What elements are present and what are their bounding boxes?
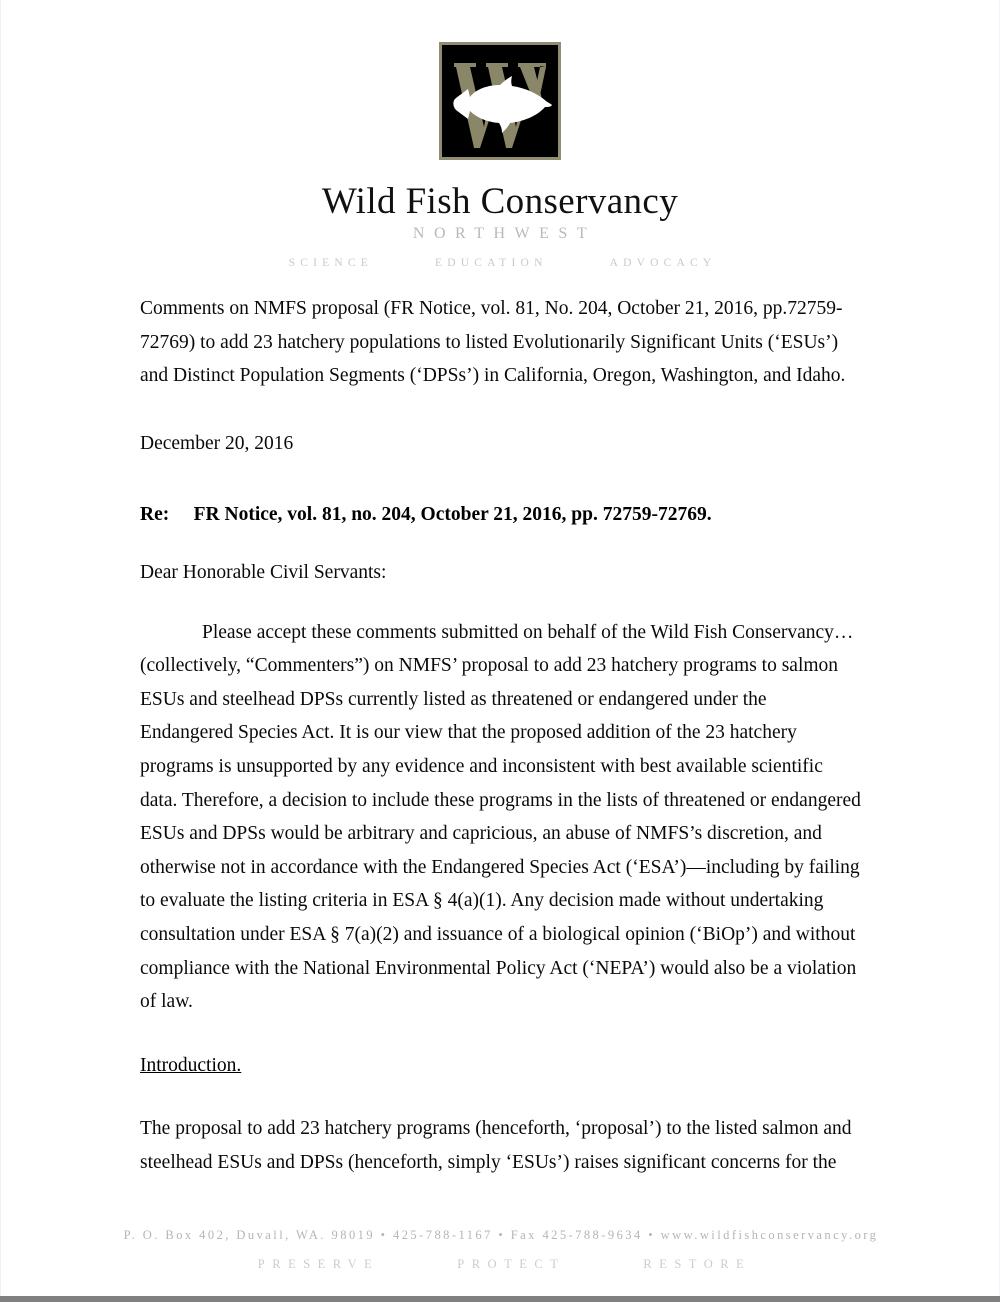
- tagline-science: SCIENCE: [288, 257, 373, 269]
- organization-name: Wild Fish Conservancy: [321, 181, 679, 222]
- title-paragraph: Comments on NMFS proposal (FR Notice, vol. 81, No. 204, October 21, 2016, pp.72759-72769) to add 23 hatchery populations to listed Evolutionarily Significant Units (‘ESUs’) and Distinct Population Segments (‘DPSs’) in California, Oregon, Washington, and Idaho.: [140, 298, 846, 387]
- document-body: [140, 292, 862, 1179]
- re-text: FR Notice, vol. 81, no. 204, October 21, 2016, pp. 72759-72769.: [193, 504, 712, 526]
- viewer-bottom-band: [0, 1296, 1000, 1302]
- motto-preserve: PRESERVE: [257, 1257, 380, 1271]
- re-line: [140, 498, 862, 532]
- motto-protect: PROTECT: [457, 1257, 566, 1271]
- footer-contact-line: P. O. Box 402, Duvall, WA. 98019 • 425-788-1167 • Fax 425-788-9634 • www.wildfishconservancy.org: [123, 1228, 879, 1242]
- introduction-paragraph: The proposal to add 23 hatchery programs (henceforth, ‘proposal’) to the listed salmon and steelhead ESUs and DPSs (henceforth, simply ‘ESUs’) raises significant concerns for the: [140, 1118, 852, 1173]
- body-paragraph: Please accept these comments submitted on behalf of the Wild Fish Conservancy… (collectively, “Commenters”) on NMFS’ proposal to add 23 hatchery programs to salmon ESUs and steelhead DPSs currently listed as threatened or endangered under the Endangered Species Act. It is our view that the proposed addition of the 23 hatchery programs is unsupported by any evidence and inconsistent with best available scientific data. Therefore, a decision to include these programs in the lists of threatened or endangered ESUs and DPSs would be arbitrary and capricious, an abuse of NMFS’s discretion, and otherwise not in accordance with the Endangered Species Act (‘ESA’)—including by failing to evaluate the listing criteria in ESA § 4(a)(1). Any decision made without undertaking consultation under ESA § 7(a)(2) and issuance of a biological opinion (‘BiOp’) and without compliance with the National Environmental Policy Act (‘NEPA’) would also be a violation of law.: [140, 621, 861, 1013]
- wfc-trout-w-logo-icon: [439, 42, 561, 160]
- footer-motto: [1, 1255, 1000, 1273]
- re-label: Re:: [140, 504, 170, 526]
- organization-region: NORTHWEST: [412, 225, 597, 242]
- tagline-advocacy: ADVOCACY: [609, 257, 717, 269]
- organization-tagline: [1, 255, 999, 271]
- tagline-education: EDUCATION: [434, 257, 548, 269]
- motto-restore: RESTORE: [643, 1257, 752, 1271]
- introduction-heading-wrapper: [140, 1049, 862, 1083]
- document-date: December 20, 2016: [140, 432, 294, 454]
- introduction-heading: Introduction.: [140, 1054, 242, 1076]
- salutation: Dear Honorable Civil Servants:: [140, 561, 387, 583]
- page-footer: [1, 1226, 1000, 1273]
- letterhead: [1, 0, 999, 271]
